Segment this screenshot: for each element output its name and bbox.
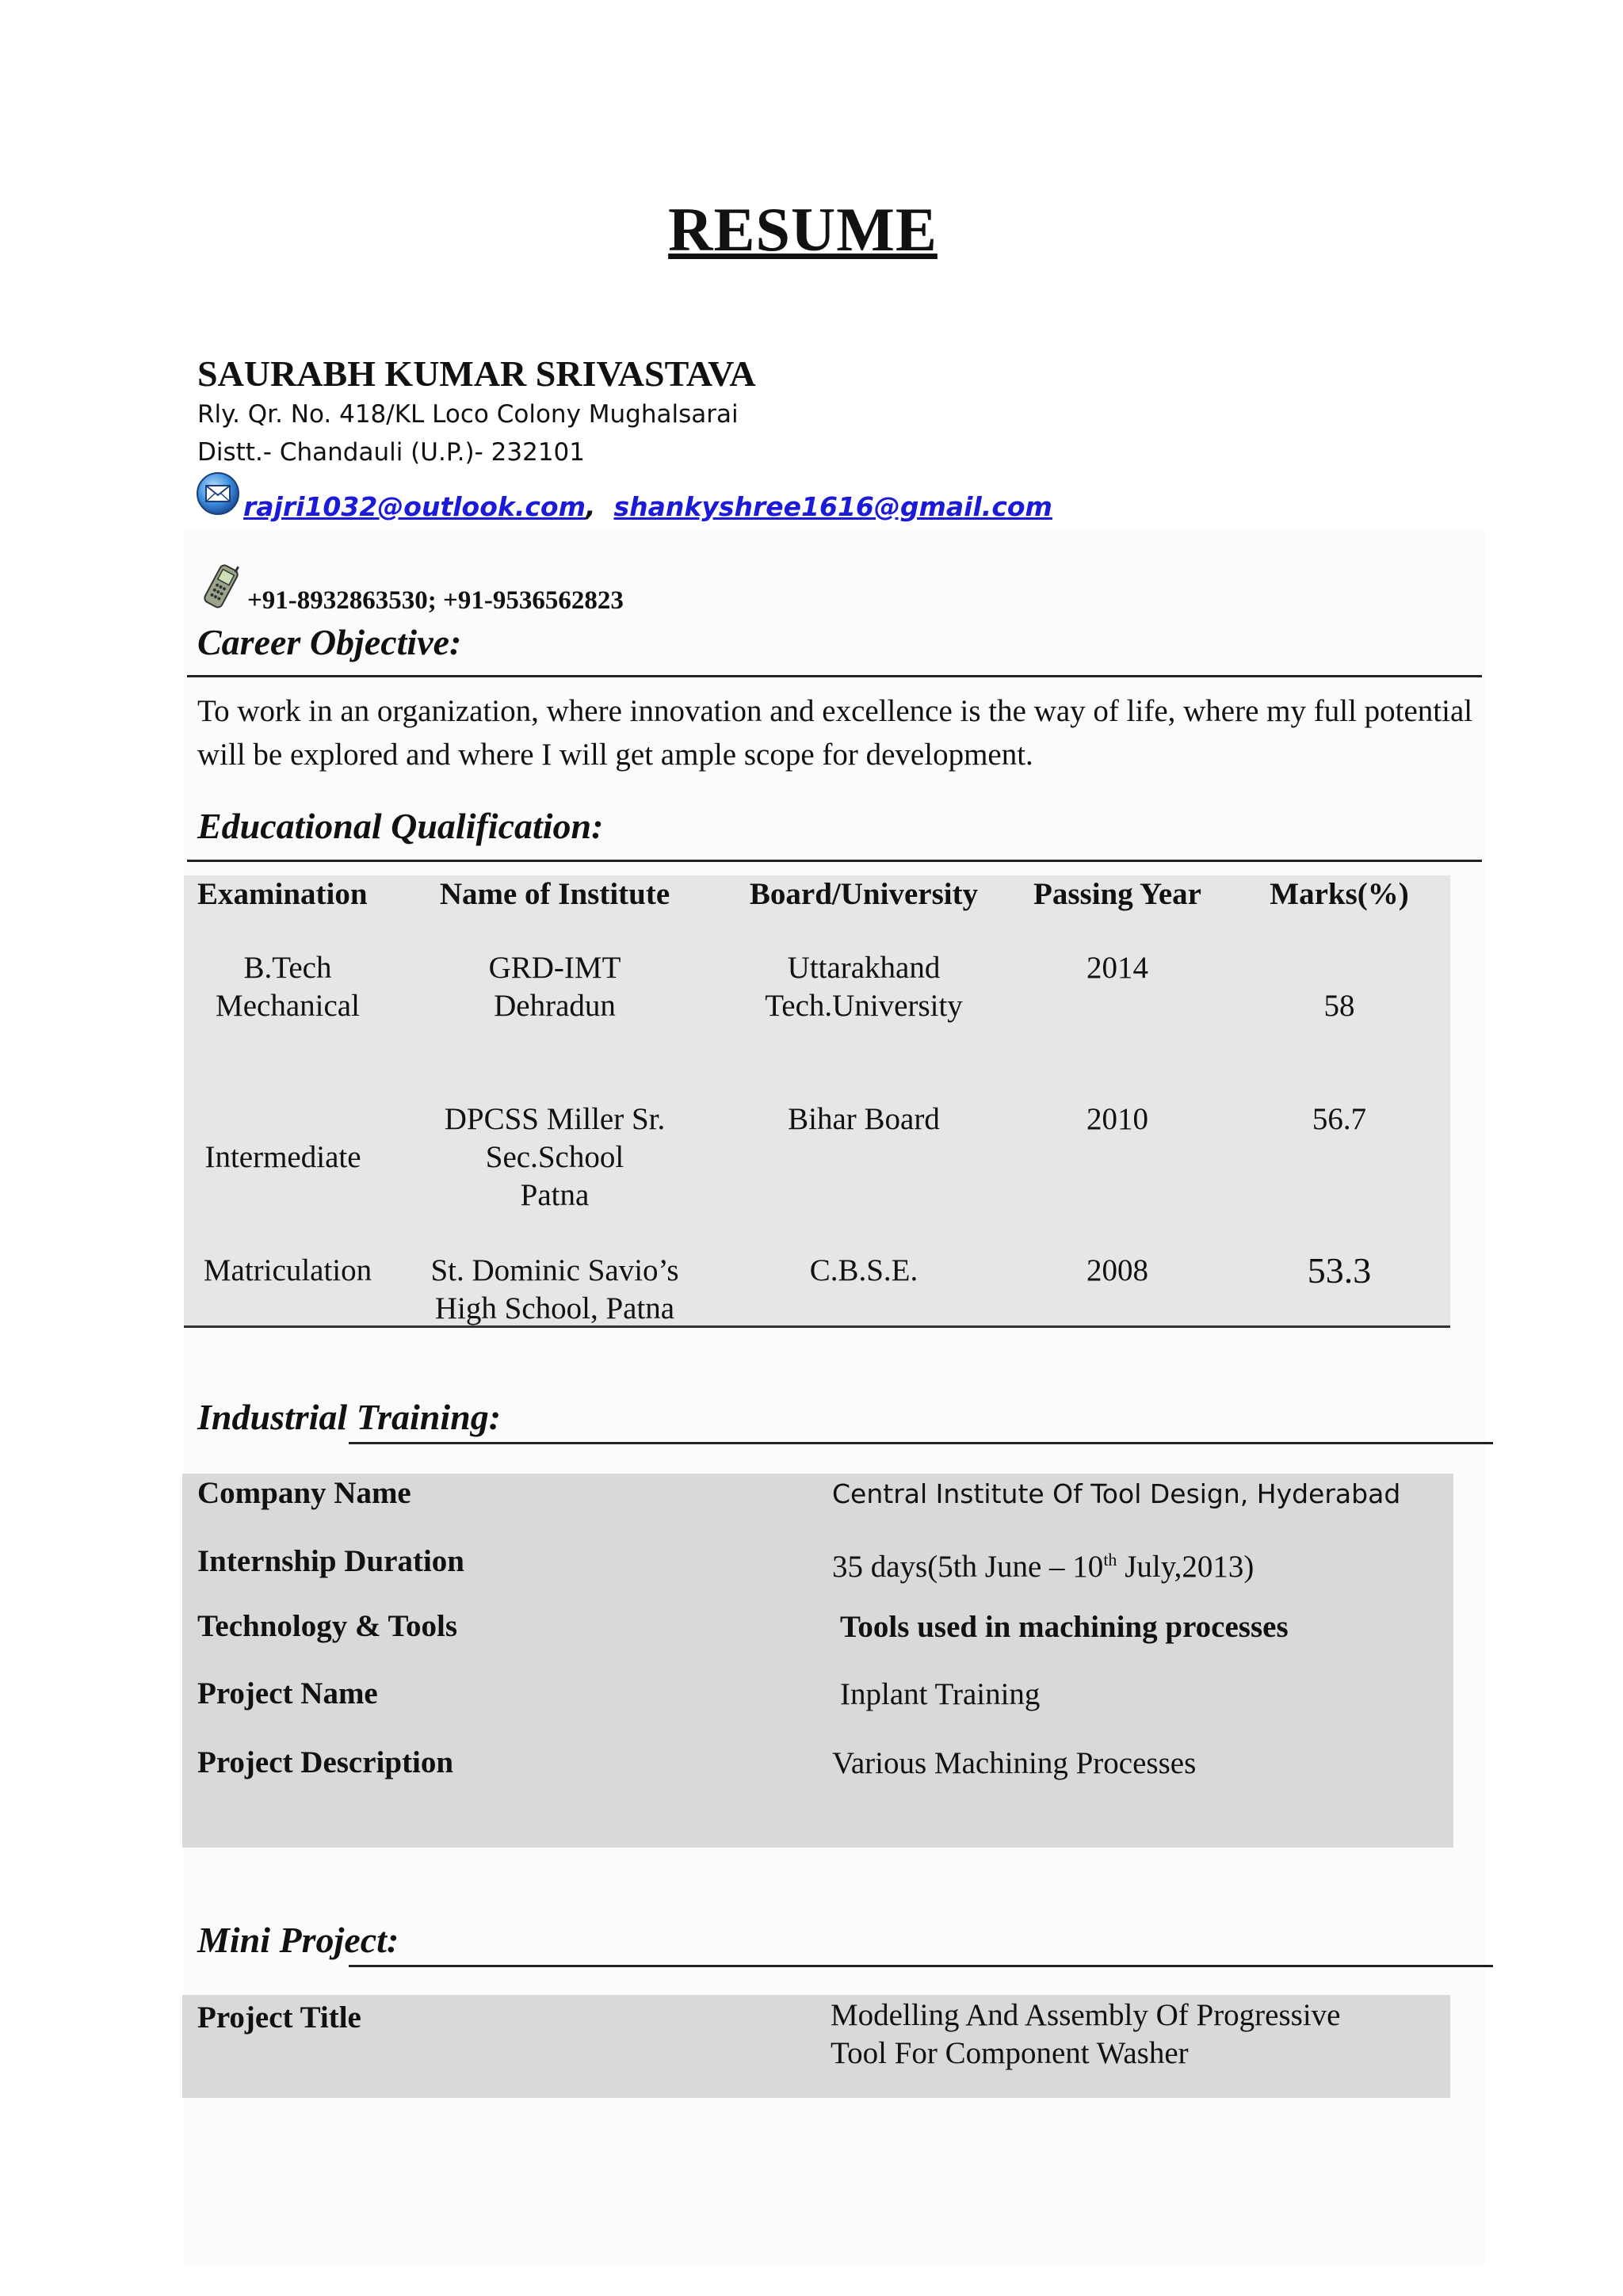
technology-tools-label: Technology & Tools bbox=[197, 1609, 457, 1643]
email-line bbox=[243, 491, 1052, 522]
career-objective-heading: Career Objective: bbox=[197, 622, 462, 662]
table-cell-exam: Matriculation bbox=[203, 1253, 372, 1287]
project-name-label: Project Name bbox=[197, 1676, 378, 1711]
email-link-1[interactable]: rajri1032@outlook.com bbox=[243, 491, 586, 522]
table-cell-marks: 53.3 bbox=[1307, 1250, 1372, 1291]
internship-duration-label: Internship Duration bbox=[197, 1544, 464, 1578]
column-header-board: Board/University bbox=[749, 877, 979, 911]
company-name-label: Company Name bbox=[197, 1476, 411, 1510]
education-rule bbox=[187, 860, 1482, 862]
project-title-value: Modelling And Assembly Of Progressive Tool For Component Washer bbox=[831, 1998, 1341, 2070]
industrial-training-heading: Industrial Training: bbox=[197, 1397, 502, 1437]
table-cell-year: 2010 bbox=[1086, 1102, 1148, 1136]
table-cell-exam: Intermediate bbox=[204, 1140, 361, 1174]
education-heading: Educational Qualification: bbox=[197, 806, 604, 846]
project-title-label: Project Title bbox=[197, 2000, 361, 2035]
candidate-name: SAURABH KUMAR SRIVASTAVA bbox=[197, 353, 756, 394]
email-icon bbox=[196, 471, 240, 516]
phone-numbers: +91-8932863530; +91-9536562823 bbox=[247, 586, 624, 615]
column-header-examination: Examination bbox=[197, 877, 368, 911]
address-line-1: Rly. Qr. No. 418/KL Loco Colony Mughalsarai bbox=[197, 400, 739, 429]
table-cell-institute: St. Dominic Savio’s High School, Patna bbox=[430, 1253, 679, 1325]
mini-project-heading: Mini Project: bbox=[197, 1920, 399, 1960]
column-header-passing-year: Passing Year bbox=[1033, 877, 1201, 911]
training-details-box bbox=[182, 1474, 1453, 1848]
table-cell-institute: GRD-IMT Dehradun bbox=[488, 951, 621, 1023]
table-cell-exam: B.Tech Mechanical bbox=[216, 951, 360, 1023]
table-cell-institute: DPCSS Miller Sr. Sec.School Patna bbox=[444, 1102, 666, 1212]
internship-duration-value: 35 days(5th June – 10th July,2013) bbox=[832, 1550, 1254, 1584]
career-objective-text: To work in an organization, where innovation and excellence is the way of life, where my full potential will be explored and where I will get ample scope for development. bbox=[197, 694, 1473, 772]
table-cell-marks: 58 bbox=[1323, 989, 1355, 1023]
technology-tools-value: Tools used in machining processes bbox=[840, 1610, 1289, 1644]
column-header-institute: Name of Institute bbox=[439, 877, 670, 911]
page-title: RESUME bbox=[668, 195, 938, 264]
email-link-2[interactable]: shankyshree1616@gmail.com bbox=[613, 491, 1052, 522]
mobile-phone-icon bbox=[196, 561, 246, 612]
industrial-training-rule bbox=[349, 1442, 1493, 1444]
mini-project-rule bbox=[349, 1965, 1493, 1967]
table-cell-board: C.B.S.E. bbox=[809, 1253, 918, 1287]
table-cell-board: Bihar Board bbox=[788, 1102, 940, 1136]
project-description-value: Various Machining Processes bbox=[832, 1746, 1197, 1780]
column-header-marks: Marks(%) bbox=[1270, 877, 1409, 911]
table-cell-year: 2014 bbox=[1086, 951, 1148, 985]
career-objective-rule bbox=[187, 675, 1482, 677]
table-cell-marks: 56.7 bbox=[1312, 1102, 1367, 1136]
company-name-value: Central Institute Of Tool Design, Hyderabad bbox=[832, 1478, 1401, 1509]
address-line-2: Distt.- Chandauli (U.P.)- 232101 bbox=[197, 438, 586, 467]
table-cell-board: Uttarakhand Tech.University bbox=[765, 951, 963, 1023]
email-separator: , bbox=[585, 491, 596, 522]
project-name-value: Inplant Training bbox=[840, 1677, 1041, 1711]
project-description-label: Project Description bbox=[197, 1745, 454, 1779]
table-cell-year: 2008 bbox=[1086, 1253, 1148, 1287]
